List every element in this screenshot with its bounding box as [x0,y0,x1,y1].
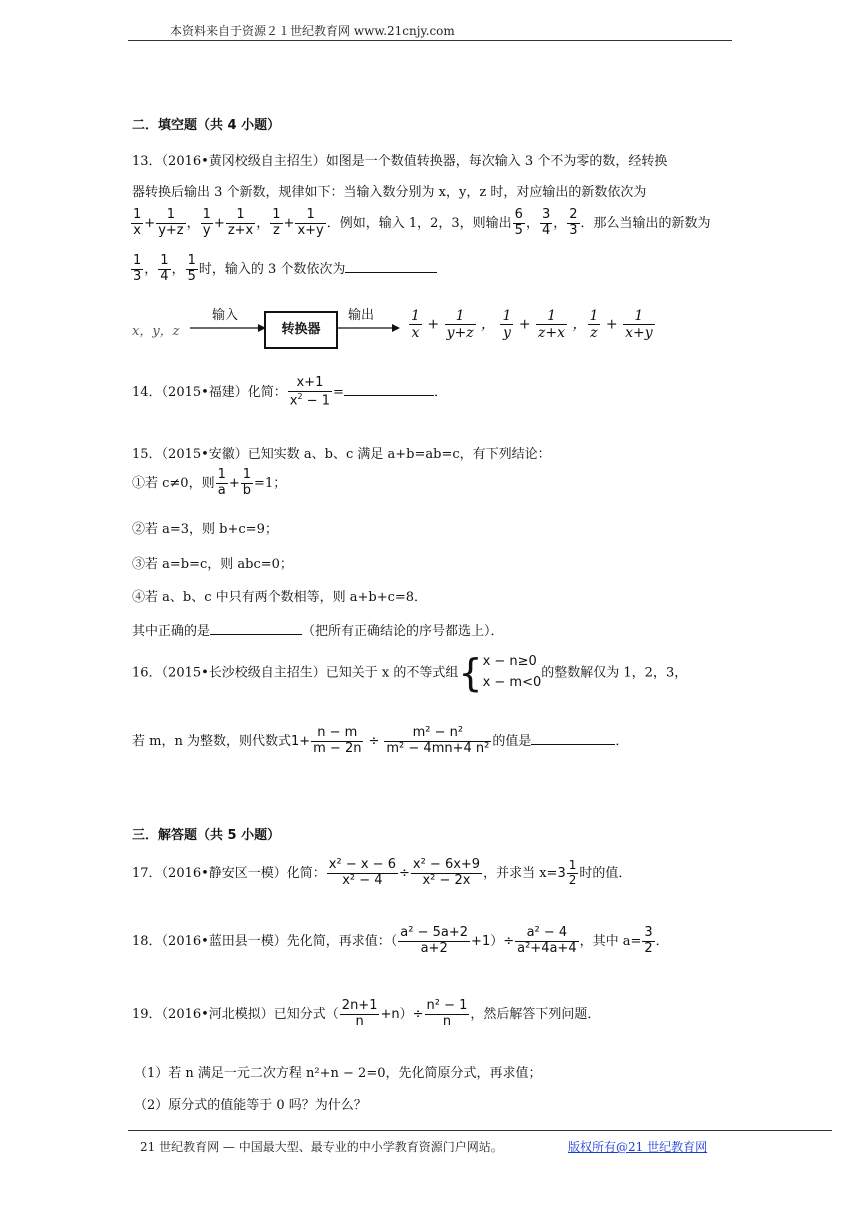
q13-new-1-4: $\frac{1}{4}$ [160,253,169,284]
footer-rule [128,1130,832,1131]
q13-line4: $\frac{1}{3}$ ， $\frac{1}{4}$ ， $\frac{1}{5}$ 时，输入的 3 个数依次为 [130,254,437,285]
q19-sub1: （1）若 n 满足一元二次方程 n²+n − 2=0，先化简原分式，再求值； [134,1066,542,1081]
q13-frac-1z: $\frac{1}{z}$ [272,207,281,238]
converter-box: 转换器 [264,311,338,349]
section-title-solve: 三．解答题（共 5 小题） [132,828,281,843]
q14-answer-blank [344,395,434,396]
q19-line: 19．（2016•河北模拟）已知分式（ $\frac{2n+1}{n}$ +n）÷ $\frac{\text{n² − 1}}{n}$ ，然后解答下列问题． [132,998,601,1029]
converter-output-label: 输出 [348,308,375,323]
q16-line1: 16．（2015•长沙校级自主招生）已知关于 x 的不等式组{ x − n≥0 x − m<0 的整数解仅为 1，2，3， [132,650,688,695]
footer-left-text: 21 世纪教育网 — 中国最大型、最专业的中小学教育资源门户网站。 [140,1140,503,1154]
q17-line: 17．（2016•静安区一模）化简： $\frac{\text{x² − x − 6}}{\text{x² − 4}}$ ÷ $\frac{\text{x² − 6x+9}}{\text{x² − 2x}}$ ，并求当 x=3 $\frac{1}{2}$ 时的值． [132,857,632,888]
q15-c1: ①若 c≠0，则 $\frac{1}{a}$ + $\frac{1}{b}$ =1； [132,467,287,498]
converter-output-expr: $\frac{1}{x}$ + $\frac{1}{y+z}$ ， $\frac{1}{y}$ + $\frac{1}{z+x}$ ， $\frac{1}{z}$ + $\frac{1}{x+y}$ [411,308,653,342]
q13-new-1-3: $\frac{1}{3}$ [133,253,142,284]
section-title-fill-in: 二．填空题（共 4 小题） [132,118,281,133]
output-arrow-icon [336,322,400,334]
q13-out-2-3: $\frac{2}{3}$ [569,207,578,238]
q13-out-6-5: $\frac{6}{5}$ [514,207,523,238]
q13-frac-1y: $\frac{1}{y}$ [202,207,211,238]
q16-line2: 若 m，n 为整数，则代数式1+ $\frac{n - m}{m - 2n}$ ÷ $\frac{\text{m² − n²}}{\text{m² − 4mn+4 n²}}$ 的值是 ． [132,725,629,756]
q15-c3: ③若 a=b=c，则 abc=0； [132,557,293,572]
q15-c4: ④若 a、b、c 中只有两个数相等，则 a+b+c=8． [132,590,428,605]
converter-input-label: 输入 [212,308,239,323]
q13-frac-1zx: $\frac{1}{z+x}$ [227,207,254,238]
q15-line1: 15．（2015•安徽）已知实数 a、b、c 满足 a+b=ab=c，有下列结论： [132,447,551,462]
inequality-system: x − n≥0 x − m<0 [482,654,542,690]
q13-frac-1yz: $\frac{1}{y+z}$ [158,207,184,238]
header-rule [128,40,732,41]
q13-line1: 13．（2016•黄冈校级自主招生）如图是一个数值转换器，每次输入 3 个不为零的数，经转换 [132,154,668,169]
q13-answer-blank [345,272,437,273]
input-arrow-icon [190,322,266,334]
q14-frac: $\frac{x+1}{x^2 - 1}$ [289,375,331,409]
q13-frac-1x: $\frac{1}{x}$ [133,207,142,238]
q13-line2: 器转换后输出 3 个新数，规律如下：当输入数分别为 x，y，z 时，对应输出的新数依次为 [132,185,647,200]
q16-answer-blank [531,744,615,745]
q13-line3: $\frac{1}{x}$ + $\frac{1}{y+z}$ ， $\frac{1}{y}$ + $\frac{1}{z+x}$ ， $\frac{1}{z}$ + $\frac{1}{x+y}$ ．例如，输入 1，2，3，则输出 $\frac{6}{5}$ ， $\frac{3}{4}$ ， $\frac{2}{3}$ ．那么当输出的新数为 [133,207,711,238]
q19-sub2: （2）原分式的值能等于 0 吗？为什么？ [134,1098,367,1113]
converter-input-vars: x，y，z [132,324,180,339]
q18-line: 18．（2016•蓝田县一模）先化简，再求值：（ $\frac{\text{a² − 5a+2}}{a+2}$ +1）÷ $\frac{\text{a² − 4}}{\text{a²+4a+4}}$ ，其中 a= $\frac{3}{2}$ ． [132,925,669,956]
q15-c2: ②若 a=3，则 b+c=9； [132,522,278,537]
header-text: 本资料来自于资源２１世纪教育网 www.21cnjy.com [170,24,455,38]
q13-frac-1xy: $\frac{1}{x+y}$ [297,207,324,238]
q13-out-3-4: $\frac{3}{4}$ [541,207,551,238]
q15-answer-blank [210,634,302,635]
q14-line: 14．（2015•福建）化简： $\frac{x+1}{x^2 - 1}$ = ． [132,375,447,409]
q13-new-1-5: $\frac{1}{5}$ [187,253,196,284]
q15-answer: 其中正确的是 （把所有正确结论的序号都选上）． [132,624,504,639]
footer-copyright-link[interactable]: 版权所有@21 世纪教育网 [568,1140,708,1154]
